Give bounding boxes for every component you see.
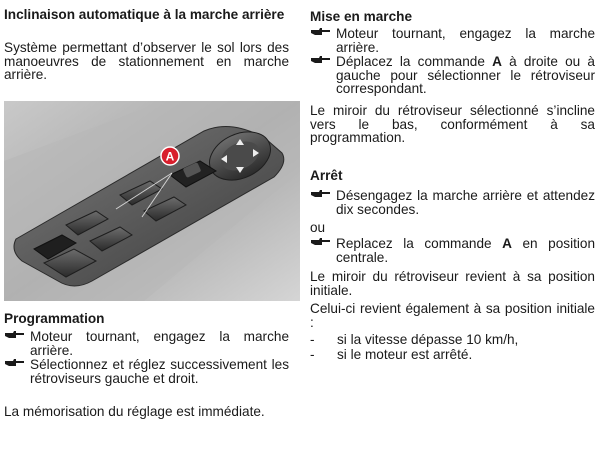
memorization-note: La mémorisation du réglage est immédiate.	[4, 404, 265, 419]
mirror-control-photo	[4, 101, 300, 301]
bullet-item	[310, 189, 595, 216]
heading-stop: Arrêt	[310, 168, 343, 183]
pointing-hand-icon	[310, 189, 332, 201]
bullet-text: Désengagez la marche arrière et attendez dix secondes.	[336, 188, 595, 217]
condition-item: - si le moteur est arrêté.	[310, 347, 473, 362]
bullet-text: Moteur tournant, engagez la marche arrière.	[336, 26, 595, 55]
bullet-text: Déplacez la commande A à droite ou à gauche pour sélectionner le rétroviseur correspondant.	[336, 54, 595, 96]
pointing-hand-icon	[4, 358, 26, 370]
condition-text: si la vitesse dépasse 10 km/h,	[337, 332, 519, 347]
bullet-item	[310, 55, 595, 96]
pointing-hand-icon	[4, 330, 26, 342]
auto-tilt-description: Système permettant d’observer le sol lors des manoeuvres de stationnement en marche arrière.	[4, 40, 289, 82]
pointing-hand-icon	[310, 55, 332, 67]
callout-a-letter: A	[165, 149, 175, 164]
condition-item: - si la vitesse dépasse 10 km/h,	[310, 332, 519, 347]
heading-activation: Mise en marche	[310, 9, 412, 24]
heading-programming: Programmation	[4, 311, 105, 326]
mirror-return-conditions: Celui-ci revient également à sa position initiale :	[310, 301, 595, 330]
bullet-text: Sélectionnez et réglez successivement les rétroviseurs gauche et droit.	[30, 357, 289, 386]
heading-auto-tilt: Inclinaison automatique à la marche arrière	[4, 7, 285, 22]
mirror-tilt-description: Le miroir du rétroviseur sélectionné s’incline vers le bas, conformément à sa programmation.	[310, 103, 595, 145]
bullet-item	[4, 330, 289, 357]
bullet-item	[310, 27, 595, 54]
bullet-text: Moteur tournant, engagez la marche arrière.	[30, 329, 289, 358]
bullet-item	[4, 358, 289, 385]
bullet-text: Replacez la commande A en position centrale.	[336, 236, 596, 265]
or-separator: ou	[310, 220, 326, 235]
pointing-hand-icon	[310, 27, 332, 39]
pointing-hand-icon	[310, 237, 332, 249]
condition-text: si le moteur est arrêté.	[337, 347, 473, 362]
mirror-return-note: Le miroir du rétroviseur revient à sa position initiale.	[310, 269, 595, 298]
bullet-item	[310, 237, 595, 264]
